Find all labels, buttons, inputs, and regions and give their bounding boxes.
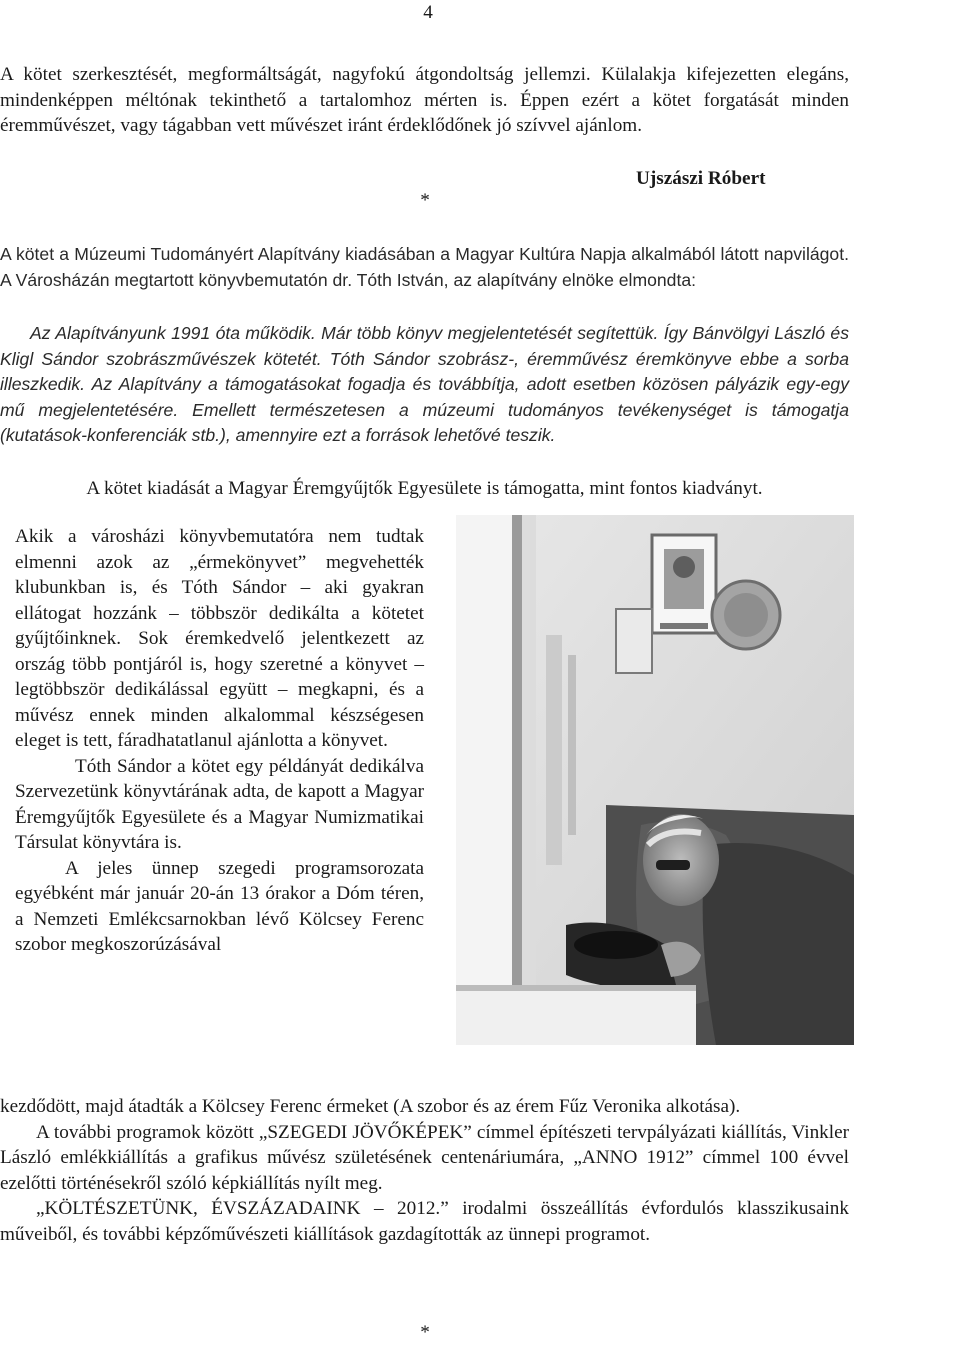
author-signature: Ujszászi Róbert xyxy=(636,168,766,189)
closing-paragraph: „KÖLTÉSZETÜNK, ÉVSZÁZADAINK – 2012.” irodalmi összeállítás évfordulós klasszikusaink műveiből, és további képzőművészeti kiállítások gazdagították az ünnepi programot. xyxy=(0,1198,849,1245)
support-sentence: A kötet kiadását a Magyar Éremgyűjtők Egyesülete is támogatta, mint fontos kiadványt. xyxy=(86,478,763,499)
closing-section xyxy=(0,1094,849,1247)
closing-paragraph: kezdődött, majd átadták a Kölcsey Ferenc érmeket (A szobor és az érem Fűz Veronika alkotása). xyxy=(0,1096,741,1117)
photo-artist-signing-book xyxy=(456,515,854,1045)
page-number: 4 xyxy=(423,2,433,23)
column-paragraph: Akik a városházi könyvbemutatóra nem tudtak elmenni azok az „érmekönyvet” megvehették klubunkban is, és Tóth Sándor – aki gyakran ellátogat hozzánk – többször dedikálta a kötetet gyűjtőinknek. Sok éremkedvelő jelentkezett az ország több pontjáról is, hogy szeretné a könyvet – legtöbbször dedikálással együtt – megkapni, és a művész ennek minden alkalommal készségesen eleget is tett, fáradhatatlanul ajánlotta a könyvet. xyxy=(15,526,424,751)
left-column xyxy=(15,524,424,958)
column-paragraph: A jeles ünnep szegedi programsorozata egyébként már január 20-án 13 órakor a Dóm téren, a Nemzeti Emlékcsarnokban lévő Kölcsey Ferenc szobor megkoszorúzásával xyxy=(15,857,424,955)
president-quote: Az Alapítványunk 1991 óta működik. Már több könyv megjelentetését segítettük. Így Bánvölgyi László és Kligl Sándor szobrászművészek kötetét. Tóth Sándor szobrász-, éremművész éremkönyve ebbe a sorba illeszkedik. Az Alapítvány a támogatásokat fogadja és továbbítja, adott esetben közösen pályázik egy-egy mű megjelentetésére. Emellett természetesen a múzeumi tudományos tevékenységet is támogatja (kutatások-konferenciák stb.), amennyire ezt a források lehetővé teszik. xyxy=(0,323,849,445)
section-separator: * xyxy=(420,190,430,211)
closing-paragraph: A további programok között „SZEGEDI JÖVŐKÉPEK” címmel építészeti tervpályázati kiállítás, Vinkler László emlékkiállítás a grafikus művész születésének centenáriumára, „ANNO 1912” címmel 100 évvel ezelőtti történésekről szóló képkiállítás nyílt meg. xyxy=(0,1121,849,1194)
column-paragraph: Tóth Sándor a kötet egy példányát dedikálva Szervezetünk könyvtárának adta, de kapott a Magyar Éremgyűjtők Egyesülete és a Magyar Numizmatikai Társulat könyvtára is. xyxy=(15,755,424,853)
section-separator: * xyxy=(420,1322,430,1343)
intro-paragraph: A kötet szerkesztését, megformáltságát, nagyfokú átgondoltság jellemzi. Külalakja kifejezetten elegáns, mindenképpen méltónak tekinthető a tartalomhoz mérten is. Éppen ezért a kötet forgatását minden éremművészet, vagy tágabban vett művészet iránt érdeklődőnek jó szívvel ajánlom. xyxy=(0,64,849,136)
publication-paragraph: A kötet a Múzeumi Tudományért Alapítvány kiadásában a Magyar Kultúra Napja alkalmából látott napvilágot. A Városházán megtartott könyvbemutatón dr. Tóth István, az alapítvány elnöke elmondta: xyxy=(0,244,849,290)
